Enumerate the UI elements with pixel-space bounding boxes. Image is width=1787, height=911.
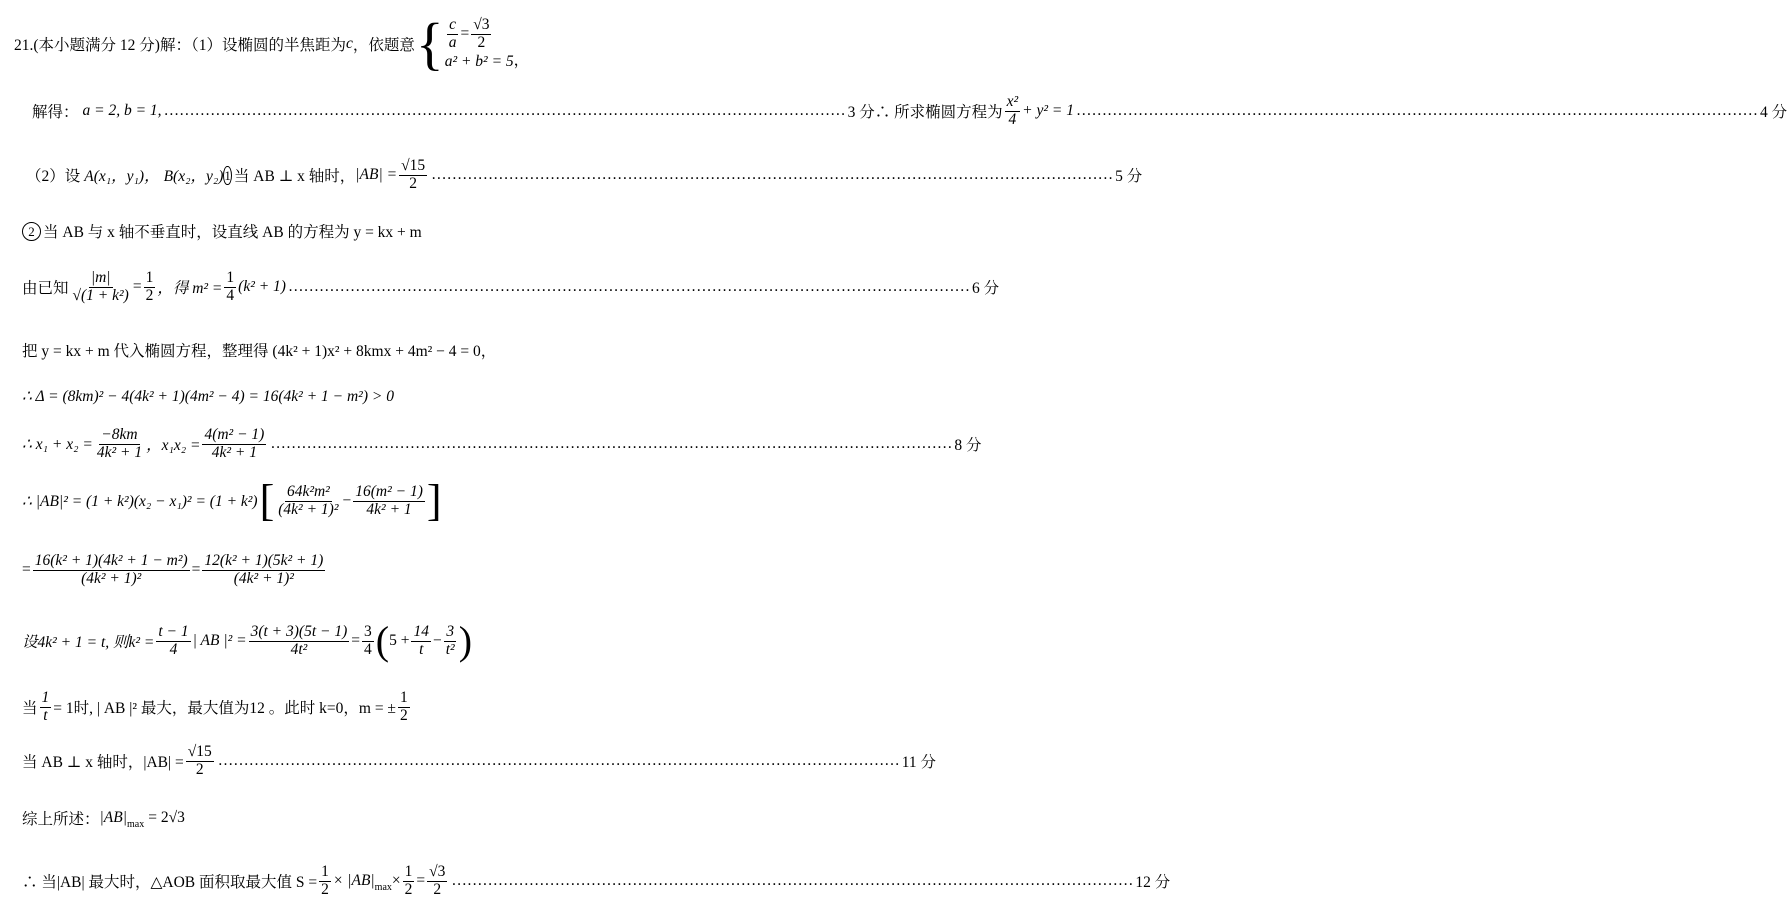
line-substitution-t: 设4k² + 1 = t, 则k² = $\frac{t - 1}{4}$ | AB |² = $\frac{3(t + 3)(5t - 1)}{\text{4t²}}$ = $\frac{3}{4}$ ( 5 + $\frac{14}{t}$ − $\frac{3}{\text{t²}}$ ) [22,618,473,663]
line-simplify: = $\frac{\text{16(k² + 1)(4k² + 1 − m²)}}{\text{(4k² + 1)²}}$ = $\frac{\text{12(k² + 1)(5k² + 1)}}{\text{(4k² + 1)²}}$ [22,552,324,587]
line-area: ∴ 当|AB| 最大时，△AOB 面积取最大值 S = $\frac{1}{2}$ × |AB| max × $\frac{1}{2}$ = $\frac{√3}{2}$ …………………………………………………………………………………………………………………… 12 分 [22,863,1171,898]
line-case2: 2 当 AB 与 x 轴不垂直时，设直线 AB 的方程为 y = kx + m [22,218,422,244]
score-8: 8 分 [954,437,982,454]
header-line [14,8,529,80]
score-6: 6 分 [971,280,1000,297]
line-substitute: 把 y = kx + m 代入椭圆方程，整理得 (4k² + 1)x² + 8kmx + 4m² − 4 = 0， [22,343,497,360]
line-chord-sq: ∴ |AB|² = (1 + k²)(x₂ − x₁)² = (1 + k²) [ $\frac{\text{64k²m²}}{\text{(4k² + 1)²}}$ − $\frac{\text{16(m² − 1)}}{\text{4k² + 1}}$ ] [22,476,442,525]
case-2-marker: 2 [22,222,41,241]
header-comma: ， [513,52,530,69]
header-tail: ，依题意 [352,37,415,54]
var-c: c [345,35,353,52]
score-12: 12 分 [1135,874,1171,891]
system-brace: { [415,11,444,76]
line-solve: 解得： a = 2, b = 1, …………………………………………………………………………………………………………………… 3 分 ∴ 所求椭圆方程为 $\frac{\text{x²}}{4}$ + y² = 1 …………………………………………………………………………………………………………………… 4 分 [32,93,1787,128]
problem-heading: 21.(本小题满分 12 分)解：（1）设椭圆的半焦距为 [14,37,346,54]
line-distance: 由已知 $\frac{|m|}{\text{√(1 + k²)}}$ = $\frac{1}{2}$ ，得 m² = $\frac{1}{4}$ (k² + 1) …………………………………………………………………………………………………………………… 6 分 [22,269,1000,304]
line-vieta: ∴ x₁ + x₂ = $\frac{-8km}{\text{4k² + 1}}$ ，x₁x₂ = $\frac{\text{4(m² − 1)}}{\text{4k² + 1}}$ …………………………………………………………………………………………………………………… 8 分 [22,426,982,461]
line-part2: （2）设 A(x₁，y₁)， B(x₂，y₂) 1 当 AB ⊥ x 轴时， |AB| = $\frac{√15}{2}$ …………………………………………………………………………………………………………………… 5 分 [26,157,1143,192]
line-vertical-case: 当 AB ⊥ x 轴时，|AB| = $\frac{√15}{2}$ …………………………………………………………………………………………………………………… 11 分 [22,743,937,778]
line-discriminant: ∴ Δ = (8km)² − 4(4k² + 1)(4m² − 4) = 16(4k² + 1 − m²) > 0 [22,387,394,405]
line-maximum: 当 $\frac{1}{t}$ = 1时, | AB |² 最大，最大值为12 。此时 k=0，m = ± $\frac{1}{2}$ [22,689,408,724]
equation-system: $\frac{c}{a}$ = $\frac{√3}{2}$ a² + b² = 5 [444,16,514,70]
case-1-marker: 1 [224,167,231,183]
score-11: 11 分 [901,754,937,771]
system-eq2: a² + b² = 5 [444,52,514,70]
line-summary: 综上所述： |AB| max = 2√3 [22,809,185,830]
score-3: 3 分 [847,104,875,121]
score-5: 5 分 [1115,168,1143,185]
score-4: 4 分 [1759,104,1787,121]
